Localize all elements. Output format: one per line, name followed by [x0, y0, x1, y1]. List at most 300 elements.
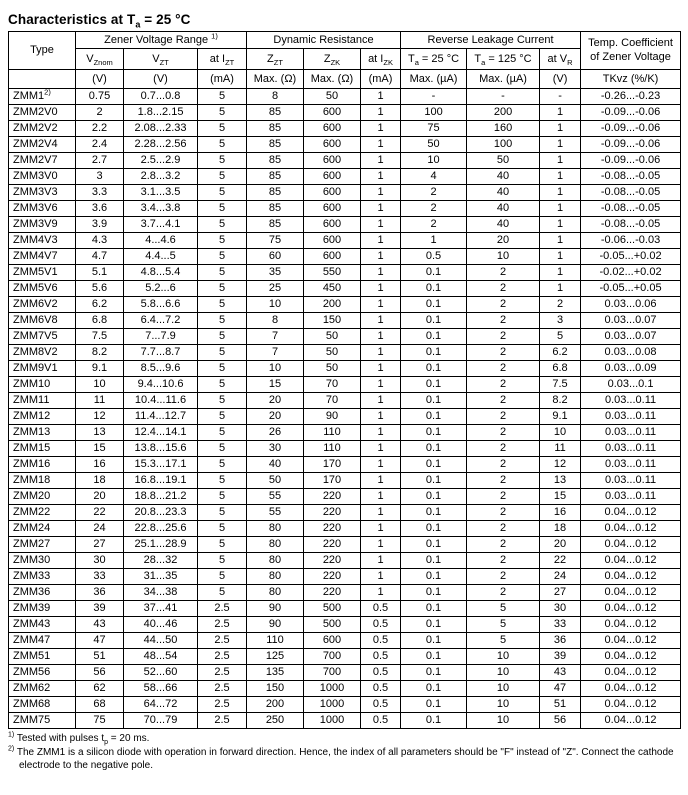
value-cell: 4	[401, 169, 467, 185]
unit-cell: Max. (Ω)	[247, 70, 304, 89]
value-cell: 2.08...2.33	[124, 121, 198, 137]
value-cell: 75	[76, 713, 124, 729]
unit-cell: TKvz (%/K)	[581, 70, 681, 89]
value-cell: 2	[467, 393, 540, 409]
col-group-temp-coefficient	[581, 32, 681, 70]
value-cell: 55	[247, 489, 304, 505]
value-cell: 6.2	[76, 297, 124, 313]
value-cell: 80	[247, 585, 304, 601]
value-cell: 75	[247, 233, 304, 249]
unit-cell: Max. (µA)	[401, 70, 467, 89]
value-cell: 5.2...6	[124, 281, 198, 297]
value-cell: 0.1	[401, 297, 467, 313]
value-cell: 12	[76, 409, 124, 425]
value-cell: 2	[467, 505, 540, 521]
value-cell: 24	[540, 569, 581, 585]
symbol-sub: ZT	[273, 58, 283, 68]
footnote-1-text: Tested with pulses t	[16, 733, 105, 744]
symbol-base: V	[86, 52, 94, 65]
value-cell: 36	[540, 633, 581, 649]
value-cell: 10	[467, 713, 540, 729]
value-cell: 33	[540, 617, 581, 633]
value-cell: 10	[467, 681, 540, 697]
value-cell: 1	[361, 473, 401, 489]
value-cell: 250	[247, 713, 304, 729]
value-cell: 2	[467, 585, 540, 601]
type-cell: ZMM16	[9, 457, 76, 473]
value-cell: 85	[247, 137, 304, 153]
value-cell: 5	[198, 441, 247, 457]
table-row	[9, 105, 681, 121]
group-label: Zener Voltage Range	[104, 33, 212, 46]
value-cell: 2	[467, 473, 540, 489]
value-cell: 1	[361, 361, 401, 377]
value-cell: 1	[361, 89, 401, 105]
value-cell: 0.1	[401, 713, 467, 729]
value-cell: 5	[198, 169, 247, 185]
value-cell: 1	[361, 457, 401, 473]
value-cell: 600	[304, 201, 361, 217]
value-cell: 16.8...19.1	[124, 473, 198, 489]
value-cell: 85	[247, 185, 304, 201]
value-cell: 7.5	[540, 377, 581, 393]
value-cell: 43	[540, 665, 581, 681]
value-cell: 13	[76, 425, 124, 441]
value-cell: 37...41	[124, 601, 198, 617]
value-cell: 0.03...0.11	[581, 425, 681, 441]
title-text-post: = 25 °C	[140, 12, 191, 27]
value-cell: 6.4...7.2	[124, 313, 198, 329]
value-cell: 60	[247, 249, 304, 265]
type-cell: ZMM2V2	[9, 121, 76, 137]
value-cell: 0.04...0.12	[581, 553, 681, 569]
value-cell: 1	[361, 169, 401, 185]
value-cell: 40...46	[124, 617, 198, 633]
table-row	[9, 489, 681, 505]
type-cell: ZMM6V2	[9, 297, 76, 313]
footnote-2-text: The ZMM1 is a silicon diode with operation in forward direction. Hence, the index of all parameters should be "F" instead of "Z". Connect the cathode electrode to the negative pole.	[16, 746, 674, 771]
characteristics-table	[8, 31, 681, 729]
value-cell: -0.02...+0.02	[581, 265, 681, 281]
value-cell: 600	[304, 105, 361, 121]
value-cell: 10	[467, 697, 540, 713]
unit-cell: (V)	[124, 70, 198, 89]
value-cell: 7.5	[76, 329, 124, 345]
symbol-base: T	[474, 52, 482, 65]
value-cell: 2	[467, 281, 540, 297]
value-cell: 600	[304, 233, 361, 249]
value-cell: 0.5	[361, 633, 401, 649]
value-cell: 1	[361, 137, 401, 153]
header-symbol-row	[9, 49, 681, 70]
value-cell: 11	[540, 441, 581, 457]
value-cell: 600	[304, 169, 361, 185]
table-row	[9, 441, 681, 457]
value-cell: 1	[361, 185, 401, 201]
value-cell: 1	[540, 217, 581, 233]
value-cell: 35	[247, 265, 304, 281]
value-cell: 20	[540, 537, 581, 553]
value-cell: 9.4...10.6	[124, 377, 198, 393]
value-cell: 500	[304, 617, 361, 633]
value-cell: 5	[198, 217, 247, 233]
unit-cell: (mA)	[361, 70, 401, 89]
symbol-sub: ZK	[330, 58, 341, 68]
symbol-post: = 125 °C	[485, 52, 532, 65]
value-cell: 5	[198, 553, 247, 569]
table-row	[9, 521, 681, 537]
value-cell: 1	[361, 345, 401, 361]
value-cell: 90	[247, 601, 304, 617]
value-cell: 220	[304, 569, 361, 585]
value-cell: 9.1	[76, 361, 124, 377]
value-cell: 1	[361, 521, 401, 537]
symbol-sub: ZT	[159, 58, 169, 68]
value-cell: 50	[401, 137, 467, 153]
value-cell: 600	[304, 153, 361, 169]
table-row	[9, 393, 681, 409]
value-cell: -0.08...-0.05	[581, 169, 681, 185]
value-cell: 0.03...0.08	[581, 345, 681, 361]
table-row	[9, 345, 681, 361]
symbol-base: at I	[368, 52, 384, 65]
value-cell: 1	[540, 169, 581, 185]
type-cell: ZMM18	[9, 473, 76, 489]
value-cell: 2	[467, 553, 540, 569]
value-cell: 5	[198, 377, 247, 393]
type-cell: ZMM56	[9, 665, 76, 681]
col-header-at-vr	[540, 49, 581, 70]
value-cell: 0.04...0.12	[581, 713, 681, 729]
value-cell: 0.1	[401, 665, 467, 681]
value-cell: 56	[76, 665, 124, 681]
value-cell: 0.5	[361, 617, 401, 633]
value-cell: 2	[467, 361, 540, 377]
value-cell: 58...66	[124, 681, 198, 697]
header-group-row	[9, 32, 681, 49]
value-cell: 1	[361, 201, 401, 217]
value-cell: 600	[304, 217, 361, 233]
value-cell: 5	[198, 185, 247, 201]
value-cell: 0.03...0.11	[581, 473, 681, 489]
value-cell: 52...60	[124, 665, 198, 681]
table-row	[9, 633, 681, 649]
value-cell: 2	[467, 345, 540, 361]
value-cell: 0.5	[361, 649, 401, 665]
value-cell: 220	[304, 585, 361, 601]
value-cell: 5	[198, 297, 247, 313]
value-cell: 6.8	[76, 313, 124, 329]
value-cell: 5	[198, 313, 247, 329]
value-cell: 30	[540, 601, 581, 617]
value-cell: 27	[540, 585, 581, 601]
value-cell: 600	[304, 249, 361, 265]
value-cell: 7...7.9	[124, 329, 198, 345]
value-cell: 2	[467, 441, 540, 457]
value-cell: 0.1	[401, 601, 467, 617]
type-cell: ZMM3V3	[9, 185, 76, 201]
type-cell: ZMM9V1	[9, 361, 76, 377]
value-cell: 600	[304, 185, 361, 201]
value-cell: 170	[304, 457, 361, 473]
value-cell: 10	[247, 361, 304, 377]
footnote-1	[8, 732, 676, 746]
value-cell: 0.1	[401, 345, 467, 361]
value-cell: 25	[247, 281, 304, 297]
value-cell: 1	[361, 537, 401, 553]
type-cell: ZMM33	[9, 569, 76, 585]
value-cell: 0.03...0.07	[581, 329, 681, 345]
table-row	[9, 137, 681, 153]
type-cell: ZMM13	[9, 425, 76, 441]
value-cell: 55	[247, 505, 304, 521]
value-cell: 12	[540, 457, 581, 473]
value-cell: 24	[76, 521, 124, 537]
value-cell: 1.8...2.15	[124, 105, 198, 121]
value-cell: 15	[247, 377, 304, 393]
symbol-post: = 25 °C	[418, 52, 460, 65]
value-cell: 40	[247, 457, 304, 473]
value-cell: 2.4	[76, 137, 124, 153]
value-cell: 7	[247, 345, 304, 361]
value-cell: 2	[467, 409, 540, 425]
value-cell: 0.04...0.12	[581, 617, 681, 633]
value-cell: 0.04...0.12	[581, 585, 681, 601]
value-cell: 0.03...0.11	[581, 393, 681, 409]
value-cell: 0.5	[361, 713, 401, 729]
value-cell: 31...35	[124, 569, 198, 585]
type-cell: ZMM62	[9, 681, 76, 697]
value-cell: 200	[467, 105, 540, 121]
footnote-2-marker: 2)	[8, 745, 15, 753]
value-cell: 0.1	[401, 649, 467, 665]
value-cell: 11.4...12.7	[124, 409, 198, 425]
value-cell: 170	[304, 473, 361, 489]
type-cell: ZMM27	[9, 537, 76, 553]
value-cell: 7	[247, 329, 304, 345]
value-cell: 90	[304, 409, 361, 425]
value-cell: 1	[361, 441, 401, 457]
type-cell: ZMM51	[9, 649, 76, 665]
value-cell: 1	[361, 569, 401, 585]
value-cell: -	[401, 89, 467, 105]
value-cell: 1	[361, 105, 401, 121]
value-cell: 15	[540, 489, 581, 505]
value-cell: 20.8...23.3	[124, 505, 198, 521]
value-cell: 50	[247, 473, 304, 489]
value-cell: 6.8	[540, 361, 581, 377]
value-cell: 600	[304, 137, 361, 153]
value-cell: 0.1	[401, 681, 467, 697]
table-row	[9, 297, 681, 313]
value-cell: 2	[467, 265, 540, 281]
table-row	[9, 569, 681, 585]
type-cell: ZMM75	[9, 713, 76, 729]
value-cell: 50	[467, 153, 540, 169]
value-cell: 68	[76, 697, 124, 713]
value-cell: 2.5	[198, 697, 247, 713]
value-cell: 450	[304, 281, 361, 297]
table-row	[9, 361, 681, 377]
table-row	[9, 681, 681, 697]
value-cell: 1	[361, 153, 401, 169]
value-cell: 50	[304, 329, 361, 345]
value-cell: 0.03...0.07	[581, 313, 681, 329]
value-cell: 8	[247, 313, 304, 329]
temp-coeff-line2: of Zener Voltage	[590, 50, 671, 63]
value-cell: 0.04...0.12	[581, 665, 681, 681]
unit-cell: (V)	[540, 70, 581, 89]
value-cell: 1	[361, 585, 401, 601]
value-cell: -0.08...-0.05	[581, 185, 681, 201]
value-cell: 2	[467, 377, 540, 393]
value-cell: 80	[247, 521, 304, 537]
symbol-sub: ZK	[383, 58, 393, 68]
value-cell: 0.1	[401, 617, 467, 633]
value-cell: 0.7...0.8	[124, 89, 198, 105]
type-cell: ZMM36	[9, 585, 76, 601]
value-cell: 0.1	[401, 521, 467, 537]
value-cell: 0.1	[401, 361, 467, 377]
value-cell: 5.8...6.6	[124, 297, 198, 313]
value-cell: 0.5	[401, 249, 467, 265]
value-cell: 64...72	[124, 697, 198, 713]
value-cell: 70	[304, 393, 361, 409]
value-cell: 100	[401, 105, 467, 121]
empty-header-cell	[9, 70, 76, 89]
footnote-1-sub: p	[104, 739, 109, 746]
unit-cell: Max. (µA)	[467, 70, 540, 89]
value-cell: 0.03...0.11	[581, 441, 681, 457]
value-cell: 18.8...21.2	[124, 489, 198, 505]
table-row	[9, 505, 681, 521]
value-cell: 85	[247, 153, 304, 169]
value-cell: 1	[361, 393, 401, 409]
table-row	[9, 329, 681, 345]
value-cell: 11	[76, 393, 124, 409]
value-cell: 150	[247, 681, 304, 697]
table-row	[9, 121, 681, 137]
value-cell: 20	[76, 489, 124, 505]
value-cell: 85	[247, 121, 304, 137]
table-row	[9, 697, 681, 713]
value-cell: 5	[198, 489, 247, 505]
value-cell: 0.1	[401, 553, 467, 569]
table-row	[9, 377, 681, 393]
value-cell: 1	[361, 425, 401, 441]
value-cell: 0.75	[76, 89, 124, 105]
value-cell: 2.5	[198, 713, 247, 729]
value-cell: 5	[467, 617, 540, 633]
value-cell: 2	[467, 329, 540, 345]
value-cell: 20	[247, 393, 304, 409]
value-cell: 2	[467, 297, 540, 313]
value-cell: -0.06...-0.03	[581, 233, 681, 249]
type-cell: ZMM3V6	[9, 201, 76, 217]
value-cell: 0.1	[401, 313, 467, 329]
value-cell: 5	[198, 409, 247, 425]
value-cell: 10	[401, 153, 467, 169]
value-cell: 0.1	[401, 281, 467, 297]
value-cell: 550	[304, 265, 361, 281]
table-row	[9, 185, 681, 201]
value-cell: 10	[467, 649, 540, 665]
value-cell: 39	[76, 601, 124, 617]
value-cell: 1	[540, 185, 581, 201]
value-cell: 7.7...8.7	[124, 345, 198, 361]
type-cell: ZMM47	[9, 633, 76, 649]
value-cell: 5	[198, 361, 247, 377]
value-cell: 0.1	[401, 633, 467, 649]
value-cell: 1	[361, 233, 401, 249]
col-header-vzt	[124, 49, 198, 70]
value-cell: 40	[467, 217, 540, 233]
value-cell: 2	[540, 297, 581, 313]
value-cell: 16	[76, 457, 124, 473]
unit-cell: (mA)	[198, 70, 247, 89]
value-cell: -0.08...-0.05	[581, 217, 681, 233]
value-cell: 0.04...0.12	[581, 537, 681, 553]
value-cell: 30	[76, 553, 124, 569]
type-cell: ZMM30	[9, 553, 76, 569]
table-row	[9, 617, 681, 633]
value-cell: 27	[76, 537, 124, 553]
value-cell: 5	[198, 425, 247, 441]
symbol-base: V	[152, 52, 160, 65]
value-cell: 1	[361, 553, 401, 569]
value-cell: 3.1...3.5	[124, 185, 198, 201]
value-cell: -0.05...+0.05	[581, 281, 681, 297]
value-cell: 5	[198, 281, 247, 297]
value-cell: 3.9	[76, 217, 124, 233]
value-cell: 26	[247, 425, 304, 441]
value-cell: 1	[361, 313, 401, 329]
value-cell: 0.03...0.11	[581, 489, 681, 505]
value-cell: 50	[304, 361, 361, 377]
value-cell: 220	[304, 537, 361, 553]
value-cell: 5.6	[76, 281, 124, 297]
value-cell: 40	[467, 201, 540, 217]
value-cell: 20	[247, 409, 304, 425]
value-cell: 0.04...0.12	[581, 505, 681, 521]
value-cell: 36	[76, 585, 124, 601]
value-cell: 1	[361, 297, 401, 313]
value-cell: 0.03...0.06	[581, 297, 681, 313]
value-cell: 110	[247, 633, 304, 649]
value-cell: 5	[198, 265, 247, 281]
title-subscript: a	[135, 19, 141, 30]
title-text: Characteristics at T	[8, 12, 136, 27]
value-cell: 1	[361, 265, 401, 281]
value-cell: 85	[247, 169, 304, 185]
value-cell: 0.1	[401, 697, 467, 713]
value-cell: 85	[247, 105, 304, 121]
value-cell: 5	[467, 633, 540, 649]
value-cell: 22.8...25.6	[124, 521, 198, 537]
type-cell: ZMM22	[9, 505, 76, 521]
value-cell: 4.4...5	[124, 249, 198, 265]
value-cell: 4.7	[76, 249, 124, 265]
value-cell: 13.8...15.6	[124, 441, 198, 457]
value-cell: 90	[247, 617, 304, 633]
value-cell: 5	[198, 457, 247, 473]
value-cell: 1	[361, 489, 401, 505]
value-cell: 2.5	[198, 649, 247, 665]
table-row	[9, 233, 681, 249]
value-cell: 40	[467, 169, 540, 185]
value-cell: 40	[467, 185, 540, 201]
value-cell: 1	[361, 217, 401, 233]
